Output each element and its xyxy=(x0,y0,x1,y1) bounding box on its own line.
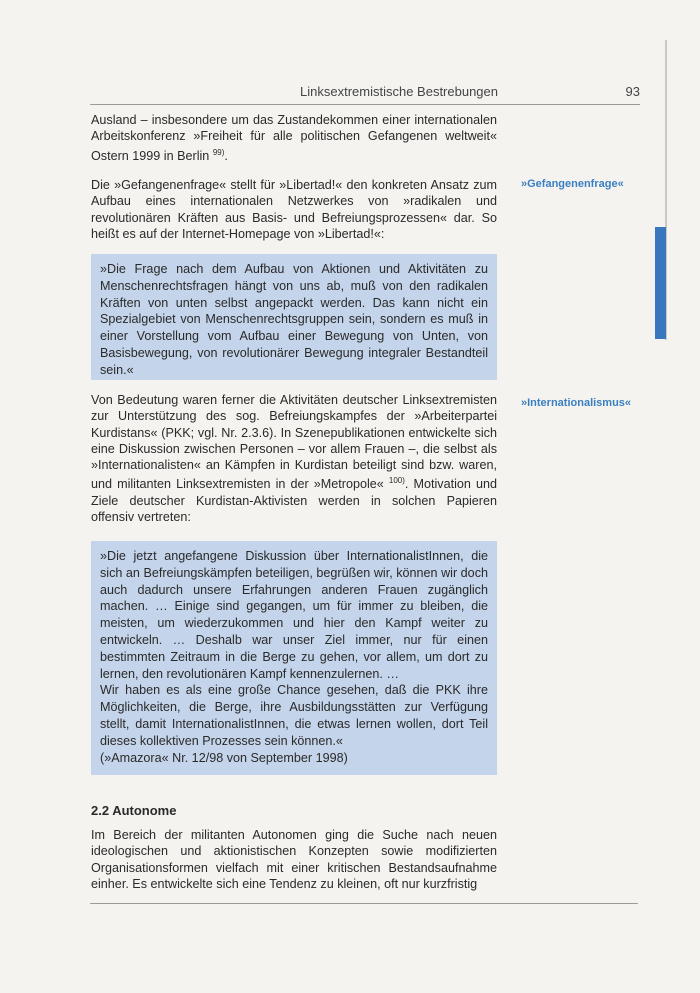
paragraph-1: Ausland – insbesondere um das Zustandekommen einer internationalen Arbeitskonferenz »Freiheit für alle politischen Gefangenen weltweit« Ostern 1999 in Berlin $^{99)}$. xyxy=(91,113,497,163)
margin-label-internationalismus: »Internationalismus« xyxy=(521,397,632,409)
footnote-ref-99: 99) xyxy=(212,147,225,157)
chapter-tab-marker xyxy=(655,227,666,339)
page-number: 93 xyxy=(625,84,640,99)
footer-divider xyxy=(90,903,638,904)
section-paragraph: Im Bereich der militanten Autonomen ging die Suche nach neuen ideologischen und aktionistischen Konzepten sowie modifizierten Organisationsformen vielfach mit einer kritischen Bestandsaufnahme einher. Es entwickelte sich eine Tendenz zu kleinen, oft nur kurzfristig xyxy=(91,828,497,891)
footnote-ref-100: 100) xyxy=(388,476,405,486)
margin-label-gefangenenfrage: »Gefangenenfrage« xyxy=(521,178,624,190)
quote-text: »Die Frage nach dem Aufbau von Aktionen und Aktivitäten zu Menschenrechtsfragen hängt von uns ab, muß von den radikalen Kräften von unten selbst angepackt werden. Das kann nicht ein Spezialgebiet von Menschenrechtsgruppen sein, sondern es muß in einer Vorstellung vom Aufbau einer Bewegung von Unten, von Basisbewegung, von revolutionärer Bewegung integraler Bestandteil sein.« xyxy=(100,262,488,377)
quote-paragraph-2: Wir haben es als eine große Chance gesehen, daß die PKK ihre Möglichkeiten, die Berge, ihre Ausbildungsstätten zur Verfügung stellt, damit InternationalistInnen, die etwas lernen wollen, dort Teil dieses kollektiven Prozesses sein können.« xyxy=(100,683,488,748)
header-divider xyxy=(90,104,640,105)
paragraph-3: Von Bedeutung waren ferner die Aktivitäten deutscher Linksextremisten zur Unterstützung des sog. Befreiungskampfes der »Arbeiterpartei Kurdistans« (PKK; vgl. Nr. 2.3.6). In Szenepublikationen entwickelte sich eine Diskussion zwischen Personen – vor allem Frauen –, die selbst als »Internationalisten« an Kämpfen in Kurdistan beteiligt sind bzw. waren, und militanten Linksextremisten in der »Metropole« $^{100)}$. Motivation und Ziele deutscher Kurdistan-Aktivisten werden in solchen Papieren offensiv vertreten: xyxy=(91,393,497,525)
quote-source: (»Amazora« Nr. 12/98 von September 1998) xyxy=(100,750,348,765)
paragraph-2: Die »Gefangenenfrage« stellt für »Libertad!« den konkreten Ansatz zum Aufbau eines internationalen Netzwerkes von »radikalen und revolutionären Kräften aus Basis- und Befreiungsprozessen« dar. So heißt es auf der Internet-Homepage von »Libertad!«: xyxy=(91,178,497,241)
quote-paragraph-1: »Die jetzt angefangene Diskussion über InternationalistInnen, die sich an Befreiungskämpfen beteiligen, begrüßen wir, können wir doch auch dadurch unsere Erfahrungen anderen Frauen zugänglich machen. … Einige sind gegangen, um für immer zu bleiben, die meisten, um wiederzukommen und hier den Kampf weiter zu entwickeln. … Deshalb war unser Ziel immer, nur für einen bestimmten Zeitraum in die Berge zu gehen, vor allem, um dort zu lernen, den revolutionären Kampf kennenzulernen. … xyxy=(100,549,488,681)
quote-box-amazora xyxy=(91,541,497,775)
running-header: Linksextremistische Bestrebungen xyxy=(300,84,498,99)
section-heading: 2.2 Autonome xyxy=(91,803,177,818)
quote-box-libertad xyxy=(91,254,497,380)
